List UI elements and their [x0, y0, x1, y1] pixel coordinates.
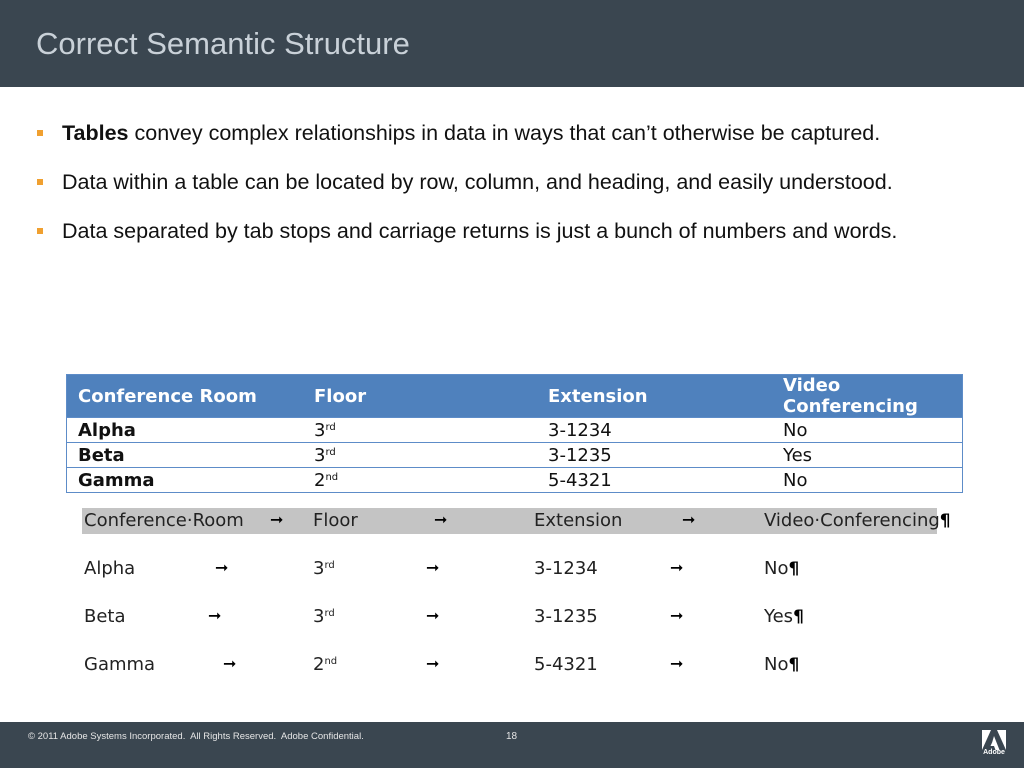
table-row — [67, 443, 963, 468]
pilcrow-icon: ¶ — [939, 511, 951, 531]
tabbed-row — [82, 652, 952, 678]
tabbed-cell: Beta — [84, 606, 126, 627]
tab-arrow-icon: ➞ — [426, 606, 440, 625]
tab-arrow-icon: ➞ — [270, 510, 284, 529]
tabbed-row — [82, 604, 952, 630]
tab-arrow-icon: ➞ — [682, 510, 696, 529]
tabbed-header: Video·Conferencing¶ — [764, 510, 951, 531]
adobe-logo-icon — [982, 730, 1006, 760]
tab-arrow-icon: ➞ — [434, 510, 448, 529]
tab-arrow-icon: ➞ — [223, 654, 237, 673]
table-row — [67, 468, 963, 493]
bullet-text: Data separated by tab stops and carriage returns is just a bunch of numbers and words. — [62, 219, 898, 243]
tabbed-cell: Yes¶ — [764, 606, 804, 627]
tabbed-cell: 3rd — [313, 606, 335, 627]
slide-title: Correct Semantic Structure — [36, 26, 410, 61]
floor-cell: 2nd — [303, 468, 537, 493]
bullet-square-icon — [37, 179, 43, 185]
tabbed-cell: 2nd — [313, 654, 338, 675]
bullet-strong-text: Tables — [62, 121, 129, 145]
bullet-text: convey complex relationships in data in ways that can’t otherwise be captured. — [128, 121, 881, 145]
tab-arrow-icon: ➞ — [208, 606, 222, 625]
slide-footer — [0, 722, 1024, 768]
pilcrow-icon: ¶ — [788, 559, 800, 579]
floor-cell: 3rd — [303, 443, 537, 468]
page-number: 18 — [506, 731, 518, 742]
bullet-item — [36, 216, 991, 246]
column-header: Extension — [537, 375, 772, 418]
tabbed-header: Floor — [313, 510, 358, 531]
room-cell: Gamma — [67, 468, 304, 493]
logo-wordmark: Adobe — [983, 749, 1005, 756]
tabbed-header: Conference·Room — [84, 510, 244, 531]
video-cell: No — [772, 418, 963, 443]
tabbed-cell: No¶ — [764, 558, 800, 579]
tab-arrow-icon: ➞ — [426, 558, 440, 577]
room-cell: Alpha — [67, 418, 304, 443]
column-header: Conference Room — [67, 375, 304, 418]
bullet-item — [36, 167, 991, 197]
extension-cell: 3-1235 — [537, 443, 772, 468]
room-cell: Beta — [67, 443, 304, 468]
floor-cell: 3rd — [303, 418, 537, 443]
tabbed-cell: No¶ — [764, 654, 800, 675]
tabbed-cell: 3-1234 — [534, 558, 598, 579]
video-cell: No — [772, 468, 963, 493]
table-row — [67, 418, 963, 443]
copyright-text: © 2011 Adobe Systems Incorporated. All Rights Reserved. Adobe Confidential. — [28, 731, 364, 742]
bullet-list — [36, 118, 991, 265]
bullet-square-icon — [37, 130, 43, 136]
tab-arrow-icon: ➞ — [670, 606, 684, 625]
tabbed-header: Extension — [534, 510, 623, 531]
tabbed-cell: 3-1235 — [534, 606, 598, 627]
tabbed-cell: 3rd — [313, 558, 335, 579]
tabbed-cell: Gamma — [84, 654, 156, 675]
slide-header — [0, 0, 1024, 87]
tab-arrow-icon: ➞ — [215, 558, 229, 577]
extension-cell: 5-4321 — [537, 468, 772, 493]
bullet-square-icon — [37, 228, 43, 234]
tab-arrow-icon: ➞ — [670, 654, 684, 673]
semantic-table — [66, 374, 963, 493]
pilcrow-icon: ¶ — [788, 655, 800, 675]
tab-arrow-icon: ➞ — [670, 558, 684, 577]
table-header-row — [67, 375, 963, 418]
extension-cell: 3-1234 — [537, 418, 772, 443]
bullet-text: Data within a table can be located by row, column, and heading, and easily understood. — [62, 170, 893, 194]
bullet-item — [36, 118, 991, 148]
pilcrow-icon: ¶ — [793, 607, 804, 627]
column-header: Floor — [303, 375, 537, 418]
tabbed-header-row — [82, 508, 951, 534]
tabbed-row — [82, 556, 952, 582]
tabbed-cell: 5-4321 — [534, 654, 598, 675]
tab-arrow-icon: ➞ — [426, 654, 440, 673]
column-header: Video Conferencing — [772, 375, 963, 418]
tabbed-cell: Alpha — [84, 558, 136, 579]
video-cell: Yes — [772, 443, 963, 468]
